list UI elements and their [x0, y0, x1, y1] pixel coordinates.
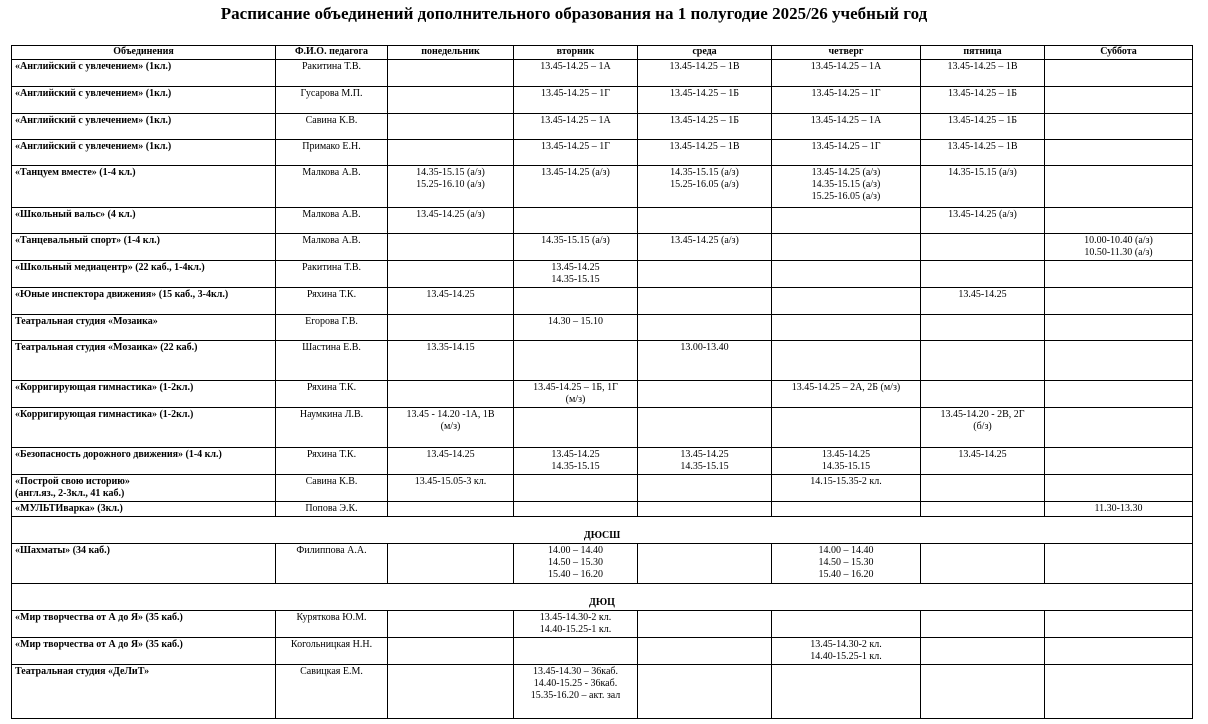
schedule-cell	[388, 288, 514, 315]
time-slot: 13.45-14.25	[551, 262, 600, 273]
schedule-cell	[638, 315, 772, 341]
club-name-cell	[12, 288, 276, 315]
schedule-cell	[772, 638, 921, 665]
club-name-cell	[12, 665, 276, 719]
time-slot: 13.45-14.25 – 1Б	[669, 88, 740, 99]
schedule-cell	[388, 381, 514, 408]
schedule-cell	[772, 208, 921, 234]
schedule-cell	[638, 475, 772, 502]
time-slot: 13.45-14.25 – 1В	[947, 61, 1018, 72]
schedule-cell	[388, 638, 514, 665]
schedule-cell	[388, 408, 514, 448]
time-slot: 13.45-14.25 – 1А	[540, 115, 611, 126]
schedule-cell	[921, 381, 1045, 408]
schedule-cell	[1045, 208, 1193, 234]
header-cell: понедельник	[388, 46, 514, 60]
table-row	[12, 288, 1193, 315]
schedule-cell	[772, 665, 921, 719]
teacher-cell: Ракитина Т.В.	[276, 261, 388, 288]
schedule-cell	[514, 475, 638, 502]
schedule-cell	[388, 261, 514, 288]
club-name-cell	[12, 341, 276, 381]
time-slot: 13.45-14.25 – 1В	[669, 141, 740, 152]
time-slot: 13.45-14.30-2 кл.	[810, 639, 882, 650]
schedule-cell	[772, 448, 921, 475]
schedule-cell	[921, 234, 1045, 261]
schedule-cell	[514, 166, 638, 208]
header-cell: четверг	[772, 46, 921, 60]
time-slot: 13.45-14.25 (а/з)	[948, 209, 1017, 220]
schedule-cell	[638, 261, 772, 288]
schedule-cell	[514, 448, 638, 475]
time-slot: 13.45-14.25	[958, 449, 1007, 460]
teacher-cell: Малкова А.В.	[276, 166, 388, 208]
header-row	[12, 46, 1193, 60]
schedule-cell	[638, 140, 772, 166]
time-slot: 13.45-14.25 – 1Б, 1Г	[533, 382, 618, 393]
schedule-cell	[921, 502, 1045, 517]
schedule-cell	[921, 60, 1045, 87]
time-slot: 13.45-14.25 (а/з)	[811, 167, 881, 178]
teacher-cell: Гусарова М.П.	[276, 87, 388, 114]
section-row	[12, 584, 1193, 611]
table-row	[12, 611, 1193, 638]
schedule-cell	[1045, 475, 1193, 502]
schedule-cell	[1045, 638, 1193, 665]
schedule-cell	[772, 475, 921, 502]
schedule-cell	[921, 166, 1045, 208]
club-name-cell	[12, 114, 276, 140]
schedule-cell	[388, 341, 514, 381]
club-name-cell	[12, 611, 276, 638]
schedule-cell	[921, 638, 1045, 665]
schedule-cell	[921, 261, 1045, 288]
time-slot: 15.40 – 16.20	[818, 569, 874, 580]
schedule-cell	[388, 114, 514, 140]
section-title: ДЮЦ	[12, 584, 1193, 611]
schedule-table	[11, 45, 1193, 719]
schedule-cell	[388, 208, 514, 234]
club-name: Театральная студия «Мозаика» (22 каб.)	[15, 342, 198, 353]
schedule-cell	[1045, 665, 1193, 719]
schedule-cell	[514, 234, 638, 261]
club-name: Театральная студия «Мозаика»	[15, 316, 158, 327]
table-row	[12, 87, 1193, 114]
schedule-cell	[388, 315, 514, 341]
club-name-cell	[12, 381, 276, 408]
teacher-cell: Ряхина Т.К.	[276, 448, 388, 475]
header-cell: Объединения	[12, 46, 276, 60]
schedule-cell	[772, 341, 921, 381]
schedule-cell	[638, 502, 772, 517]
schedule-cell	[772, 544, 921, 584]
schedule-cell	[772, 502, 921, 517]
club-name: «МУЛЬТИварка» (3кл.)	[15, 503, 123, 514]
club-name: «Безопасность дорожного движения» (1-4 кл.)	[15, 449, 222, 460]
time-slot: 15.35-16.20 – акт. зал	[530, 690, 621, 701]
schedule-cell	[921, 140, 1045, 166]
club-name: «Танцевальный спорт» (1-4 кл.)	[15, 235, 161, 246]
club-name: «Школьный вальс» (4 кл.)	[15, 209, 136, 220]
section-title: ДЮСШ	[12, 517, 1193, 544]
schedule-cell	[638, 408, 772, 448]
schedule-cell	[1045, 315, 1193, 341]
teacher-cell: Попова Э.К.	[276, 502, 388, 517]
table-row	[12, 114, 1193, 140]
club-name-cell	[12, 208, 276, 234]
time-slot: 13.45-14.25 – 1Б	[947, 115, 1018, 126]
schedule-cell	[1045, 341, 1193, 381]
time-slot: 13.45-14.30 – 36каб.	[532, 666, 619, 677]
schedule-cell	[638, 87, 772, 114]
schedule-cell	[921, 208, 1045, 234]
schedule-cell	[514, 341, 638, 381]
time-slot: 13.45-14.25 – 1Г	[811, 88, 881, 99]
teacher-cell: Куряткова Ю.М.	[276, 611, 388, 638]
schedule-cell	[921, 665, 1045, 719]
teacher-cell: Егорова Г.В.	[276, 315, 388, 341]
page-title: Расписание объединений дополнительного образования на 1 полугодие 2025/26 учебный год	[220, 4, 928, 23]
schedule-cell	[638, 166, 772, 208]
schedule-cell	[921, 114, 1045, 140]
table-row	[12, 166, 1193, 208]
schedule-cell	[772, 166, 921, 208]
time-slot: 14.35-15.15 (а/з)	[670, 167, 739, 178]
schedule-body	[12, 60, 1193, 719]
club-name-cell	[12, 87, 276, 114]
time-slot: 13.45-14.25	[680, 449, 729, 460]
teacher-cell: Наумкина Л.В.	[276, 408, 388, 448]
time-slot: 13.45-14.20 - 2В, 2Г	[940, 409, 1025, 420]
time-slot: 13.45-14.25 – 1А	[540, 61, 611, 72]
club-name: Театральная студия «ДеЛиТ»	[15, 666, 150, 677]
schedule-cell	[514, 665, 638, 719]
schedule-cell	[388, 611, 514, 638]
schedule-cell	[388, 87, 514, 114]
schedule-cell	[514, 611, 638, 638]
time-slot: 14.35-15.15	[551, 461, 600, 472]
schedule-cell	[514, 60, 638, 87]
schedule-cell	[638, 448, 772, 475]
time-slot: 14.35-15.15 (а/з)	[948, 167, 1017, 178]
schedule-cell	[514, 315, 638, 341]
schedule-cell	[388, 234, 514, 261]
time-slot: 13.45-14.25 – 1Г	[540, 141, 611, 152]
club-name-cell	[12, 502, 276, 517]
schedule-cell	[1045, 408, 1193, 448]
schedule-cell	[514, 261, 638, 288]
club-name: «Школьный медиацентр» (22 каб., 1-4кл.)	[15, 262, 205, 273]
time-slot: 14.35-15.15	[821, 461, 871, 472]
time-slot: 13.45-15.05-3 кл.	[414, 476, 487, 487]
schedule-cell	[388, 544, 514, 584]
schedule-cell	[514, 408, 638, 448]
time-slot: 15.25-16.05 (а/з)	[811, 191, 881, 202]
teacher-cell: Ряхина Т.К.	[276, 288, 388, 315]
teacher-cell: Савицкая Е.М.	[276, 665, 388, 719]
club-name-cell	[12, 475, 276, 502]
schedule-cell	[921, 475, 1045, 502]
schedule-cell	[514, 140, 638, 166]
schedule-cell	[921, 408, 1045, 448]
schedule-cell	[1045, 261, 1193, 288]
club-name-cell	[12, 234, 276, 261]
teacher-cell: Ракитина Т.В.	[276, 60, 388, 87]
time-slot: 14.35-15.15	[680, 461, 729, 472]
schedule-cell	[921, 315, 1045, 341]
schedule-cell	[772, 381, 921, 408]
club-name-cell	[12, 166, 276, 208]
club-name-cell	[12, 408, 276, 448]
table-row	[12, 502, 1193, 517]
schedule-cell	[514, 502, 638, 517]
club-name-cell	[12, 315, 276, 341]
club-name: «Построй свою историю»	[15, 476, 130, 487]
club-name: «Юные инспектора движения» (15 каб., 3-4кл.)	[15, 289, 229, 300]
schedule-cell	[921, 288, 1045, 315]
time-slot: 14.15-15.35-2 кл.	[810, 476, 882, 487]
table-row	[12, 475, 1193, 502]
time-slot: 14.40-15.25-1 кл.	[810, 651, 882, 662]
teacher-cell: Когольницкая Н.Н.	[276, 638, 388, 665]
club-name-cell	[12, 448, 276, 475]
time-slot: 13.45-14.25 (а/з)	[416, 209, 485, 220]
time-slot: (м/з)	[440, 421, 461, 432]
time-slot: 13.45-14.25 – 1Б	[947, 88, 1018, 99]
time-slot: 13.45-14.25	[551, 449, 600, 460]
schedule-cell	[638, 611, 772, 638]
teacher-cell: Савина К.В.	[276, 475, 388, 502]
schedule-cell	[1045, 288, 1193, 315]
schedule-cell	[638, 665, 772, 719]
time-slot: 13.45-14.30-2 кл.	[539, 612, 612, 623]
schedule-cell	[514, 544, 638, 584]
schedule-cell	[514, 288, 638, 315]
teacher-cell: Малкова А.В.	[276, 234, 388, 261]
time-slot: 13.00-13.40	[680, 342, 729, 353]
schedule-cell	[388, 448, 514, 475]
time-slot: 14.00 – 14.40	[818, 545, 874, 556]
club-name: «Корригирующая гимнастика» (1-2кл.)	[15, 409, 194, 420]
time-slot: (б/з)	[973, 421, 992, 432]
time-slot: 10.50-11.30 (а/з)	[1084, 247, 1153, 258]
schedule-cell	[1045, 381, 1193, 408]
schedule-cell	[638, 208, 772, 234]
schedule-cell	[1045, 87, 1193, 114]
table-row	[12, 638, 1193, 665]
club-name-cell	[12, 261, 276, 288]
schedule-cell	[388, 665, 514, 719]
club-name: «Мир творчества от А до Я» (35 каб.)	[15, 639, 183, 650]
schedule-cell	[638, 544, 772, 584]
time-slot: 14.30 – 15.10	[548, 316, 603, 327]
schedule-cell	[772, 261, 921, 288]
time-slot: 13.45 - 14.20 -1А, 1В	[406, 409, 495, 420]
time-slot: (м/з)	[565, 394, 586, 405]
time-slot: 14.35-15.15 (а/з)	[811, 179, 881, 190]
schedule-cell	[514, 87, 638, 114]
schedule-cell	[921, 341, 1045, 381]
time-slot: 13.45-14.25 – 1Б	[669, 115, 740, 126]
schedule-cell	[772, 140, 921, 166]
club-name: «Танцуем вместе» (1-4 кл.)	[15, 167, 136, 178]
schedule-cell	[638, 288, 772, 315]
time-slot: 13.45-14.25 – 1В	[947, 141, 1018, 152]
schedule-cell	[1045, 140, 1193, 166]
time-slot: 14.40-15.25-1 кл.	[539, 624, 612, 635]
table-row	[12, 448, 1193, 475]
schedule-cell	[921, 544, 1045, 584]
club-name: (англ.яз., 2-3кл., 41 каб.)	[15, 488, 125, 499]
time-slot: 14.00 – 14.40	[548, 545, 603, 556]
schedule-cell	[772, 408, 921, 448]
schedule-cell	[638, 381, 772, 408]
time-slot: 13.45-14.25 – 2А, 2Б (м/з)	[791, 382, 901, 393]
schedule-cell	[772, 611, 921, 638]
section-row	[12, 517, 1193, 544]
table-row	[12, 408, 1193, 448]
table-row	[12, 140, 1193, 166]
club-name: «Английский с увлечением» (1кл.)	[15, 141, 172, 152]
time-slot: 13.45-14.25 – 1В	[669, 61, 740, 72]
table-row	[12, 544, 1193, 584]
time-slot: 13.45-14.25 – 1Г	[540, 88, 611, 99]
schedule-cell	[388, 60, 514, 87]
schedule-cell	[1045, 502, 1193, 517]
time-slot: 13.45-14.25	[426, 289, 475, 300]
schedule-cell	[1045, 234, 1193, 261]
header-cell: среда	[638, 46, 772, 60]
schedule-cell	[388, 140, 514, 166]
schedule-cell	[772, 234, 921, 261]
schedule-cell	[638, 114, 772, 140]
time-slot: 14.35-15.15 (а/з)	[416, 167, 485, 178]
schedule-cell	[772, 114, 921, 140]
schedule-cell	[388, 475, 514, 502]
schedule-cell	[1045, 611, 1193, 638]
time-slot: 13.45-14.25	[821, 449, 871, 460]
time-slot: 14.35-15.15	[551, 274, 600, 285]
time-slot: 13.45-14.25 – 1А	[810, 115, 882, 126]
club-name: «Английский с увлечением» (1кл.)	[15, 115, 172, 126]
club-name: «Мир творчества от А до Я» (35 каб.)	[15, 612, 183, 623]
schedule-cell	[514, 381, 638, 408]
schedule-cell	[638, 341, 772, 381]
teacher-cell: Савина К.В.	[276, 114, 388, 140]
schedule-cell	[514, 208, 638, 234]
schedule-cell	[1045, 544, 1193, 584]
club-name: «Английский с увлечением» (1кл.)	[15, 61, 172, 72]
header-cell: Ф.И.О. педагога	[276, 46, 388, 60]
time-slot: 13.45-14.25 – 1Г	[811, 141, 881, 152]
time-slot: 14.40-15.25 - 36каб.	[533, 678, 618, 689]
club-name: «Шахматы» (34 каб.)	[15, 545, 110, 556]
schedule-cell	[772, 60, 921, 87]
schedule-cell	[1045, 114, 1193, 140]
time-slot: 13.45-14.25 – 1А	[810, 61, 882, 72]
table-row	[12, 315, 1193, 341]
schedule-cell	[638, 234, 772, 261]
header-cell: Суббота	[1045, 46, 1193, 60]
schedule-cell	[638, 638, 772, 665]
schedule-cell	[1045, 166, 1193, 208]
club-name-cell	[12, 140, 276, 166]
club-name-cell	[12, 638, 276, 665]
time-slot: 15.25-16.05 (а/з)	[670, 179, 739, 190]
schedule-cell	[638, 60, 772, 87]
teacher-cell: Примако Е.Н.	[276, 140, 388, 166]
header-cell: вторник	[514, 46, 638, 60]
table-row	[12, 341, 1193, 381]
time-slot: 15.40 – 16.20	[548, 569, 603, 580]
schedule-cell	[921, 448, 1045, 475]
time-slot: 13.45-14.25	[958, 289, 1007, 300]
time-slot: 15.25-16.10 (а/з)	[416, 179, 485, 190]
schedule-cell	[1045, 448, 1193, 475]
schedule-cell	[772, 288, 921, 315]
club-name-cell	[12, 544, 276, 584]
time-slot: 14.35-15.15 (а/з)	[541, 235, 610, 246]
schedule-cell	[1045, 60, 1193, 87]
time-slot: 10.00-10.40 (а/з)	[1084, 235, 1153, 246]
table-row	[12, 381, 1193, 408]
teacher-cell: Филиппова А.А.	[276, 544, 388, 584]
time-slot: 13.45-14.25 (а/з)	[541, 167, 610, 178]
time-slot: 13.45-14.25	[426, 449, 475, 460]
table-row	[12, 60, 1193, 87]
schedule-cell	[921, 611, 1045, 638]
schedule-cell	[388, 502, 514, 517]
time-slot: 14.50 – 15.30	[818, 557, 874, 568]
teacher-cell: Ряхина Т.К.	[276, 381, 388, 408]
club-name: «Английский с увлечением» (1кл.)	[15, 88, 172, 99]
time-slot: 13.45-14.25 (а/з)	[670, 235, 739, 246]
club-name: «Корригирующая гимнастика» (1-2кл.)	[15, 382, 194, 393]
table-row	[12, 234, 1193, 261]
table-row	[12, 665, 1193, 719]
schedule-cell	[514, 638, 638, 665]
time-slot: 14.50 – 15.30	[548, 557, 603, 568]
schedule-cell	[921, 87, 1045, 114]
schedule-cell	[388, 166, 514, 208]
table-row	[12, 208, 1193, 234]
time-slot: 11.30-13.30	[1094, 503, 1143, 514]
schedule-cell	[514, 114, 638, 140]
header-cell: пятница	[921, 46, 1045, 60]
time-slot: 13.35-14.15	[426, 342, 475, 353]
club-name-cell	[12, 60, 276, 87]
schedule-cell	[772, 87, 921, 114]
table-row	[12, 261, 1193, 288]
teacher-cell: Малкова А.В.	[276, 208, 388, 234]
teacher-cell: Шастина Е.В.	[276, 341, 388, 381]
schedule-cell	[772, 315, 921, 341]
